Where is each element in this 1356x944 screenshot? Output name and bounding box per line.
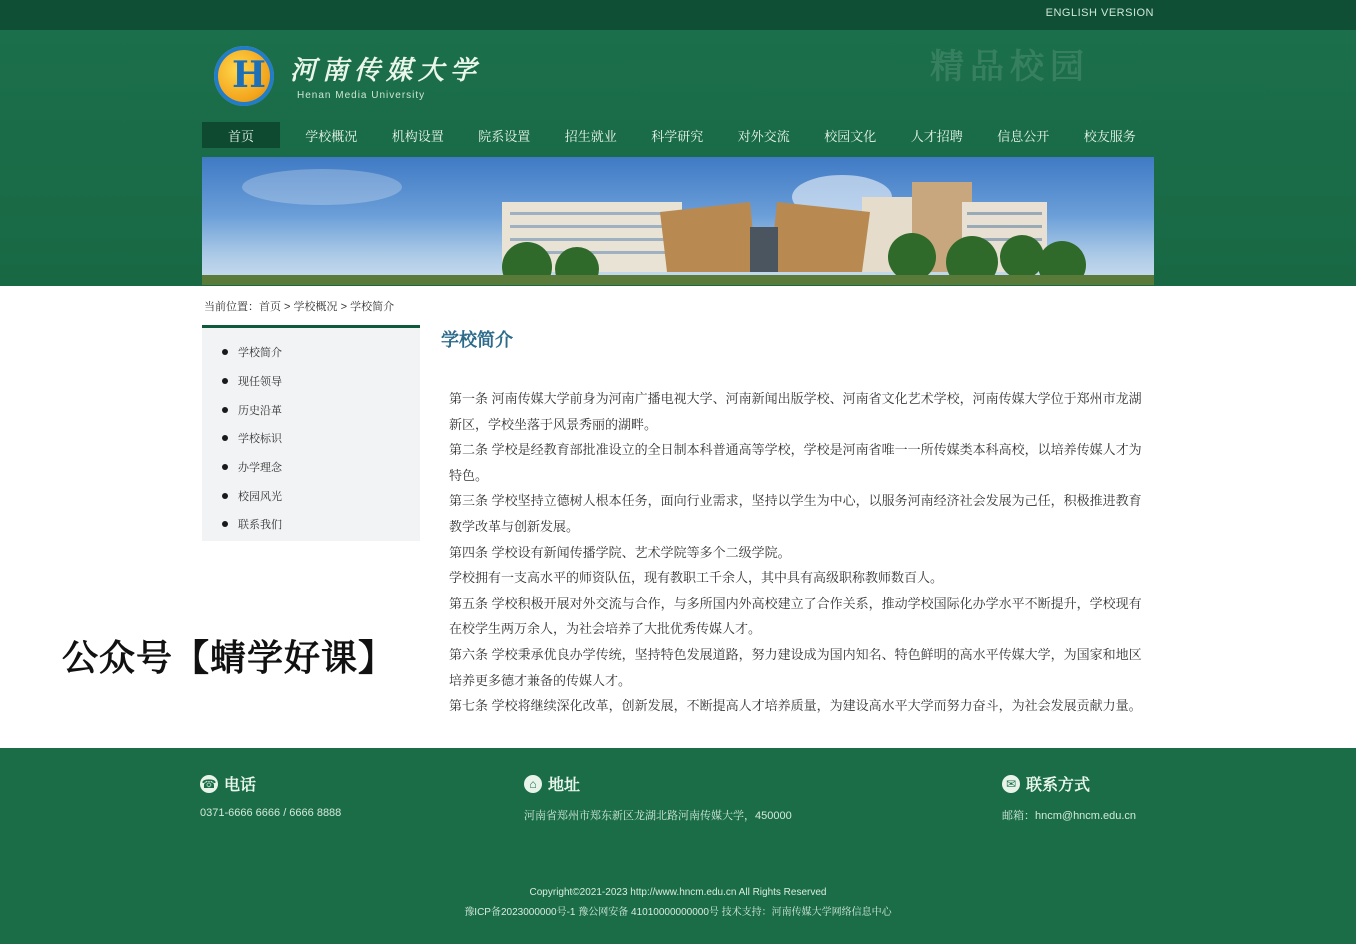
nav-disclosure[interactable]: 信息公开 xyxy=(997,128,1050,144)
nav-organization[interactable]: 机构设置 xyxy=(391,128,444,144)
phone-icon: ☎ xyxy=(201,776,217,791)
nav-departments[interactable]: 院系设置 xyxy=(478,128,531,144)
article-paragraph: 第二条 学校是经教育部批准设立的全日制本科普通高等学校，学校是河南省唯一一所传媒类本科高校，以培养传媒人才为特色。 xyxy=(449,442,1142,483)
article-paragraph: 第七条 学校将继续深化改革，创新发展，不断提高人才培养质量，为建设高水平大学而努力奋斗，为社会发展贡献力量。 xyxy=(449,698,1142,714)
footer-phone-title: 电话 xyxy=(224,777,257,794)
article-body xyxy=(449,386,1149,719)
nav-alumni[interactable]: 校友服务 xyxy=(1083,128,1136,144)
sidebar-item-identity[interactable]: 学校标识 xyxy=(222,424,420,453)
article-paragraph: 第四条 学校设有新闻传播学院、艺术学院等多个二级学院。 xyxy=(449,544,791,560)
sidebar-item-history[interactable]: 历史沿革 xyxy=(222,395,420,424)
sidebar-item-contact[interactable]: 联系我们 xyxy=(222,510,420,539)
footer-contact xyxy=(1002,772,1136,823)
university-name-en: Henan Media University xyxy=(297,90,426,101)
nav-admissions[interactable]: 招生就业 xyxy=(564,128,617,144)
university-name: 河南传媒大学 xyxy=(290,56,483,86)
article-paragraph: 第三条 学校坚持立德树人根本任务，面向行业需求，坚持以学生为中心，以服务河南经济社会发展为己任，积极推进教育教学改革与创新发展。 xyxy=(449,493,1142,534)
sidebar-item-leaders[interactable]: 现任领导 xyxy=(222,367,420,396)
footer-phone xyxy=(200,772,341,819)
copyright-line: Copyright©2021-2023 http://www.hncm.edu.cn All Rights Reserved xyxy=(529,887,827,898)
nav-recruitment[interactable]: 人才招聘 xyxy=(910,128,963,144)
location-icon: ⌂ xyxy=(524,775,542,793)
copyright xyxy=(0,883,1356,923)
footer-phone-text: 0371-6666 6666 / 6666 8888 xyxy=(200,807,342,819)
nav-research[interactable]: 科学研究 xyxy=(651,128,704,144)
footer-contact-title: 联系方式 xyxy=(1026,777,1091,794)
article-paragraph: 第五条 学校积极开展对外交流与合作，与多所国内外高校建立了合作关系，推动学校国际化办学水平不断提升，学校现有在校学生两万余人，为社会培养了大批优秀传媒人才。 xyxy=(449,595,1142,637)
page-title: 学校简介 xyxy=(441,330,513,350)
top-strip xyxy=(0,0,1356,30)
site-header xyxy=(0,30,1356,286)
sidebar-menu xyxy=(202,325,420,541)
footer-address-title: 地址 xyxy=(548,777,581,794)
header-watermark: 精品校园 xyxy=(930,47,1090,87)
nav-home[interactable]: 首页 xyxy=(202,122,280,148)
article-paragraph: 学校拥有一支高水平的师资队伍，现有教职工千余人，其中具有高级职称教师数百人。 xyxy=(449,570,944,586)
contact-icon: ✉ xyxy=(1002,775,1020,793)
footer-address-text: 河南省郑州市郑东新区龙湖北路河南传媒大学，450000 xyxy=(524,810,792,822)
nav-culture[interactable]: 校园文化 xyxy=(824,128,877,144)
sidebar-item-scenery[interactable]: 校园风光 xyxy=(222,481,420,510)
nav-overview[interactable]: 学校概况 xyxy=(305,128,358,144)
campus-building-image xyxy=(202,157,1154,285)
icp-line: 豫ICP备2023000000号-1 豫公网安备 41010000000000号 技术支持：河南传媒大学网络信息中心 xyxy=(464,907,892,918)
article-paragraph: 第一条 河南传媒大学前身为河南广播电视大学、河南新闻出版学校、河南省文化艺术学校，河南传媒大学位于郑州市龙湖新区，学校坐落于风景秀丽的湖畔。 xyxy=(449,391,1142,432)
university-logo[interactable] xyxy=(214,46,274,106)
site-footer xyxy=(0,748,1356,944)
article-paragraph: 第六条 学校秉承优良办学传统，坚持特色发展道路，努力建设成为国内知名、特色鲜明的高水平传媒大学，为国家和地区培养更多德才兼备的传媒人才。 xyxy=(449,646,1142,688)
campus-banner xyxy=(202,157,1154,285)
language-link[interactable]: ENGLISH VERSION xyxy=(1045,7,1154,19)
footer-contact-text: 邮箱：hncm@hncm.edu.cn xyxy=(1002,810,1137,822)
sidebar-item-intro[interactable]: 学校简介 xyxy=(222,338,420,367)
promo-watermark: 公众号【蜻学好课】 xyxy=(62,637,396,678)
footer-address xyxy=(524,772,792,823)
nav-exchange[interactable]: 对外交流 xyxy=(737,128,790,144)
breadcrumb: 当前位置：首页 > 学校概况 > 学校简介 xyxy=(204,301,395,313)
main-nav xyxy=(202,122,1154,148)
logo-letter: H xyxy=(232,54,267,96)
sidebar-item-philosophy[interactable]: 办学理念 xyxy=(222,453,420,482)
